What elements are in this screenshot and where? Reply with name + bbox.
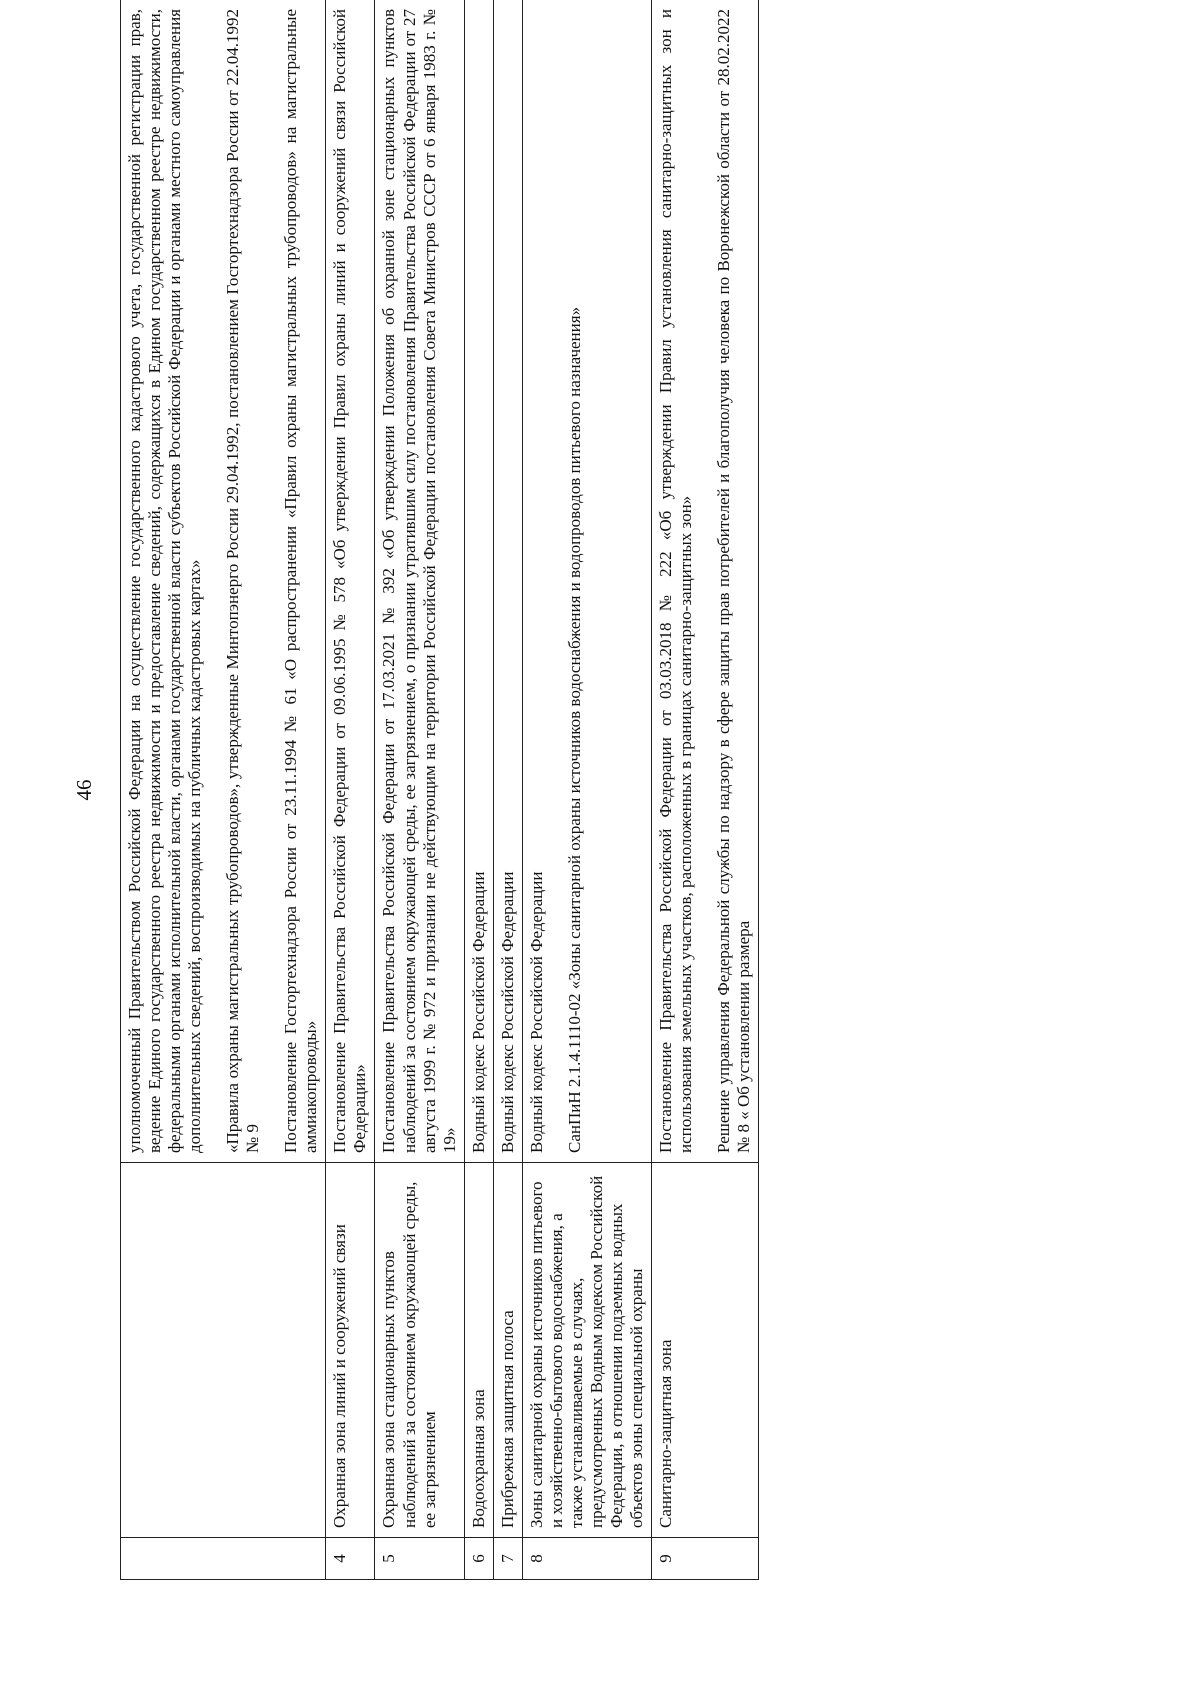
zone-name: Зоны санитарной охраны источников питьевого и хозяйственно-бытового водоснабжения, а также устанавливаемые в случаях, предусмотренных Водным кодексом Российской Федерации, в отношении подземных водных объектов зоны специальной охраны xyxy=(522,1163,651,1538)
row-number: 7 xyxy=(493,1538,522,1580)
legal-docs xyxy=(375,0,464,1163)
table-row xyxy=(326,0,375,1580)
table-row xyxy=(493,0,522,1580)
legal-docs xyxy=(493,0,522,1163)
legal-doc: Водный кодекс Российской Федерации xyxy=(497,871,517,1153)
row-number: 5 xyxy=(375,1538,464,1580)
zone-name xyxy=(121,1163,326,1538)
legal-doc: Водный кодекс Российской Федерации xyxy=(468,871,488,1153)
legal-doc: СанПиН 2.1.4.1110-02 «Зоны санитарной охраны источников водоснабжения и водопроводов питьевого назначения» xyxy=(564,306,584,1153)
legal-docs xyxy=(652,0,759,1163)
row-number xyxy=(121,1538,326,1580)
table-row xyxy=(375,0,464,1580)
legal-doc: «Правила охраны магистральных трубопроводов», утвержденные Минтопэнерго России 29.04.1992, постановлением Госгортехнадзора России от 22.04.1992 № 9 xyxy=(223,9,263,1153)
legal-docs xyxy=(121,0,326,1163)
legal-doc: Постановление Госгортехнадзора России от 23.11.1994 № 61 «О распространении «Правил охраны магистральных трубопроводов» на магистральные аммиакопроводы» xyxy=(281,9,321,1153)
legal-docs xyxy=(522,0,651,1163)
zone-name: Санитарно-защитная зона xyxy=(652,1163,759,1538)
legal-docs xyxy=(464,0,493,1163)
legal-doc: Постановление Правительства Российской Федерации от 09.06.1995 № 578 «Об утверждении Правил охраны линий и сооружений связи Российской Федерации» xyxy=(330,9,370,1153)
zone-name: Охранная зона стационарных пунктов наблюдений за состоянием окружающей среды, ее загрязнением xyxy=(375,1163,464,1538)
zone-name: Охранная зона линий и сооружений связи xyxy=(326,1163,375,1538)
legal-doc: Постановление Правительства Российской Федерации от 17.03.2021 № 392 «Об утверждении Положения об охранной зоне стационарных пунктов наблюдений за состоянием окружающей среды, ее загрязнением, о признании утратившим силу постановления Правительства Российской Федерации от 27 августа 1999 г. № 972 и признании не действующим на территории Российской Федерации постановления Совета Министров СССР от 6 января 1983 г. № 19» xyxy=(379,9,459,1153)
zones-table xyxy=(120,0,759,1580)
legal-doc: Решение управления Федеральной службы по надзору в сфере защиты прав потребителей и благополучия человека по Воронежской области от 28.02.2022 № 8 « Об установлении размера xyxy=(714,9,754,1153)
row-number: 8 xyxy=(522,1538,651,1580)
table-row xyxy=(121,0,326,1580)
page-number: 46 xyxy=(72,779,96,801)
legal-doc: Водный кодекс Российской Федерации xyxy=(526,871,546,1153)
zone-name: Прибрежная защитная полоса xyxy=(493,1163,522,1538)
zone-name: Водоохранная зона xyxy=(464,1163,493,1538)
legal-doc: уполномоченный Правительством Российской Федерации на осуществление государственного кадастрового учета, государственной регистрации прав, ведение Единого государственного реестра недвижимости и предоставление сведений, содержащихся в Едином государственном реестре недвижимости, федеральными органами исполнительной власти, органами государственной власти субъектов Российской Федерации и органами местного самоуправления дополнительных сведений, воспроизводимых на публичных кадастровых картах» xyxy=(125,9,205,1153)
legal-doc: Постановление Правительства Российской Федерации от 03.03.2018 № 222 «Об утверждении Правил установления санитарно-защитных зон и использования земельных участков, расположенных в границах санитарно-защитных зон» xyxy=(656,9,696,1153)
table-row xyxy=(464,0,493,1580)
table-row xyxy=(652,0,759,1580)
row-number: 4 xyxy=(326,1538,375,1580)
table-row xyxy=(522,0,651,1580)
row-number: 9 xyxy=(652,1538,759,1580)
legal-docs xyxy=(326,0,375,1163)
row-number: 6 xyxy=(464,1538,493,1580)
rotated-page xyxy=(72,0,1120,1580)
